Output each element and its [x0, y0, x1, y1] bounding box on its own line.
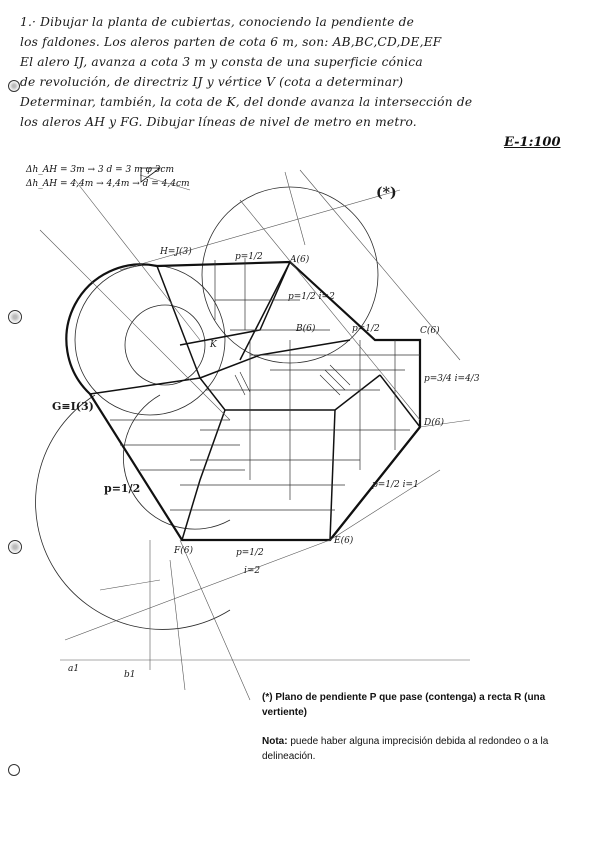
ridge-line: [180, 262, 290, 345]
ridge-line: [240, 262, 290, 360]
statement-line: de revolución, de directriz IJ y vértice V (cota a determinar): [20, 75, 404, 89]
label-slope: p=1/2: [236, 548, 264, 558]
construction-line: [180, 540, 250, 700]
construction-line: [285, 172, 305, 245]
construction-line: [100, 580, 160, 590]
hatch-mark: [235, 372, 250, 395]
label-b1: b1: [124, 670, 136, 680]
ridge-line: [330, 410, 335, 540]
ridge-line: [182, 410, 225, 540]
label-b: B(6): [296, 324, 316, 334]
label-gi: G≡I(3): [52, 400, 94, 413]
label-slope: p=1/2: [235, 252, 263, 262]
ridge-line: [157, 266, 200, 378]
hatch-mark: [320, 365, 350, 395]
scale-label: E-1:100: [504, 135, 561, 150]
footnote-mark: (*): [262, 692, 273, 703]
eave-outline: [66, 262, 420, 540]
label-slope: p=3/4 i=4/3: [424, 374, 480, 384]
construction-line: [65, 540, 330, 640]
ridge-line: [380, 375, 420, 427]
label-slope: p=1/2 i=1: [372, 480, 419, 490]
statement-line: 1.· Dibujar la planta de cubiertas, conociendo la pendiente de: [20, 15, 415, 29]
binder-hole: [8, 540, 22, 554]
ridge-line: [90, 378, 200, 394]
label-a: A(6): [290, 255, 310, 265]
label-star: (*): [376, 185, 397, 201]
label-h: H=J(3): [160, 247, 192, 257]
label-a1: a1: [68, 664, 80, 674]
label-slope: p=1/2: [104, 482, 141, 495]
label-i: i=2: [244, 566, 261, 576]
statement-line: los aleros AH y FG. Dibujar líneas de nivel de metro en metro.: [20, 115, 417, 129]
data-line: Δh_AH = 4,4m → 4,4m → d = 4,4cm: [26, 179, 190, 189]
statement-line: El alero IJ, avanza a cota 3 m y consta de una superficie cónica: [20, 55, 423, 69]
statement-line: Determinar, también, la cota de K, del donde avanza la intersección de: [20, 95, 473, 109]
note-label: Nota:: [262, 736, 288, 747]
label-slope: p=1/2 i=2: [288, 292, 335, 302]
construction-line: [240, 200, 420, 420]
label-d: D(6): [424, 418, 444, 428]
footnote-text: Plano de pendiente P que pase (contenga) a recta R (una vertiente): [262, 692, 546, 718]
binder-hole: [8, 764, 20, 776]
note-text: puede haber alguna imprecisión debida al redondeo o a la delineación.: [262, 736, 549, 762]
statement-line: los faldones. Los aleros parten de cota 6 m, son: AB,BC,CD,DE,EF: [20, 35, 442, 49]
label-slope: p=1/2: [352, 324, 380, 334]
binder-hole: [8, 310, 22, 324]
construction-line: [170, 560, 185, 690]
label-c: C(6): [420, 326, 440, 336]
label-e: E(6): [334, 536, 354, 546]
footnote: [262, 690, 562, 778]
construction-circle: [125, 305, 205, 385]
label-k: K: [210, 340, 217, 350]
construction-arc: [123, 395, 230, 529]
binder-hole: [8, 80, 20, 92]
data-line: Δh_AH = 3m → 3 d = 3 m φ 3cm: [26, 165, 174, 175]
label-f: F(6): [174, 546, 193, 556]
